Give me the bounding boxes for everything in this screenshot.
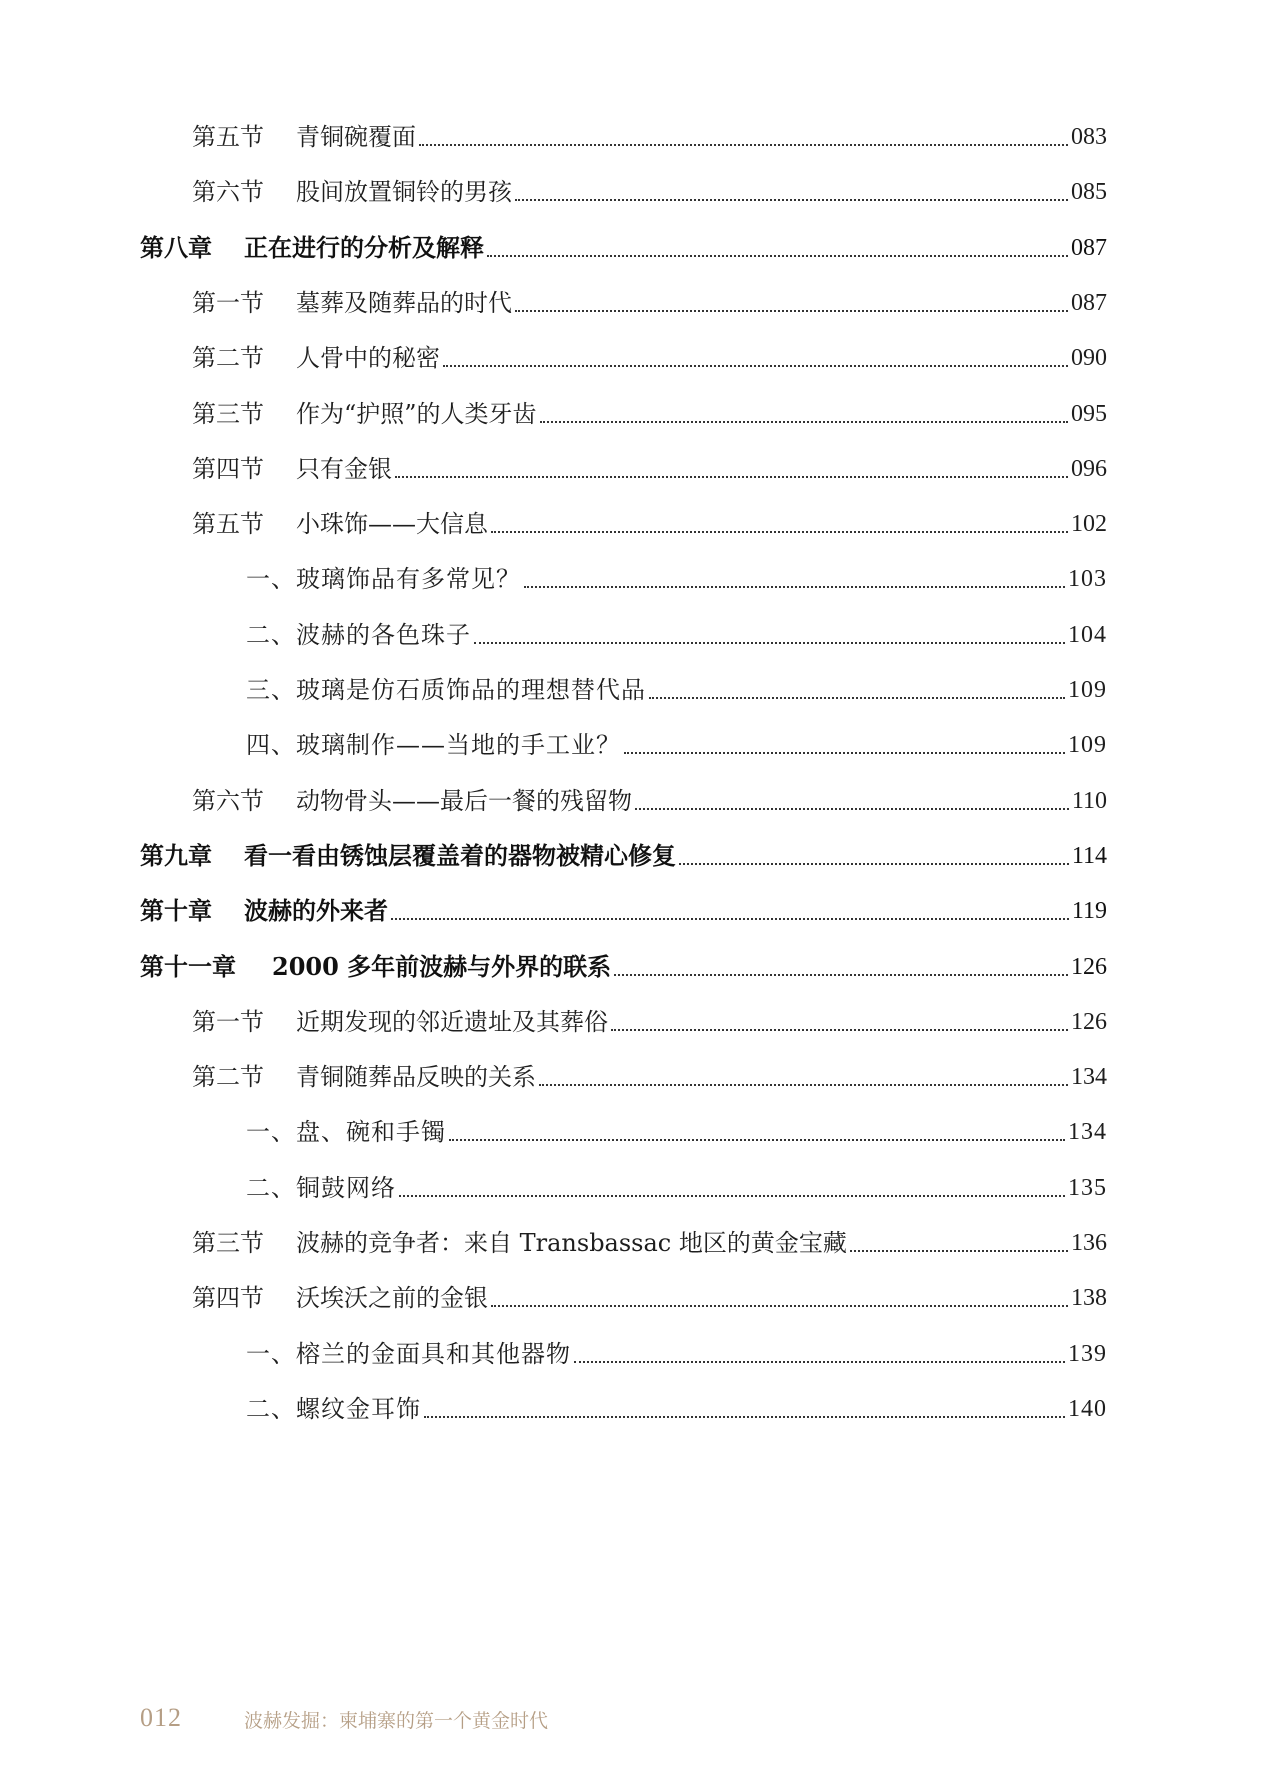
toc-section-entry (192, 499, 1107, 539)
toc-subsection-entry (246, 1329, 1107, 1369)
entry-text: 沃埃沃之前的金银 (296, 1284, 488, 1313)
entry-label: 第三节 (192, 1229, 264, 1258)
dot-leader (649, 697, 1065, 699)
entry-page-number: 103 (1068, 566, 1107, 593)
toc-section-entry (192, 1052, 1107, 1092)
entry-text: 看一看由锈蚀层覆盖着的器物被精心修复 (244, 841, 676, 871)
toc-subsection-entry (246, 610, 1107, 650)
entry-title (246, 1174, 396, 1203)
entry-label: 第二节 (192, 1063, 264, 1092)
dot-leader (850, 1250, 1068, 1252)
entry-title (140, 842, 676, 871)
entry-title (140, 234, 484, 263)
entry-page-number: 087 (1071, 290, 1107, 317)
toc-chapter-entry (140, 886, 1107, 926)
entry-text: 波赫的竞争者：来自 Transbassac 地区的黄金宝藏 (296, 1229, 847, 1258)
dot-leader (524, 586, 1065, 588)
entry-title (246, 1395, 421, 1424)
entry-text: 一、盘、碗和手镯 (246, 1118, 446, 1147)
entry-page-number: 110 (1071, 788, 1107, 815)
dot-leader (574, 1361, 1065, 1363)
toc-section-entry (192, 112, 1107, 152)
dot-leader (391, 918, 1069, 920)
dot-leader (399, 1195, 1065, 1197)
entry-text: 股间放置铜铃的男孩 (296, 178, 512, 207)
entry-page-number: 102 (1071, 511, 1107, 538)
entry-title (192, 510, 488, 539)
toc-section-entry (192, 444, 1107, 484)
toc-chapter-entry (140, 942, 1107, 982)
dot-leader (491, 531, 1068, 533)
entry-text: 人骨中的秘密 (296, 344, 440, 373)
toc-subsection-entry (246, 665, 1107, 705)
entry-title (246, 565, 521, 594)
entry-label: 第六节 (192, 787, 264, 816)
entry-text: 青铜随葬品反映的关系 (296, 1063, 536, 1092)
dot-leader (395, 476, 1068, 478)
toc-section-entry (192, 1218, 1107, 1258)
entry-text: 正在进行的分析及解释 (244, 233, 484, 263)
entry-page-number: 134 (1071, 1064, 1107, 1091)
entry-title (192, 400, 537, 429)
entry-page-number: 126 (1071, 954, 1107, 981)
entry-title (246, 621, 471, 650)
entry-text: 青铜碗覆面 (296, 123, 416, 152)
entry-title (192, 455, 392, 484)
entry-label: 第六节 (192, 178, 264, 207)
entry-text: 作为“护照”的人类牙齿 (296, 400, 537, 429)
toc-section-entry (192, 333, 1107, 373)
entry-page-number: 083 (1071, 124, 1107, 151)
entry-text: 二、波赫的各色珠子 (246, 621, 471, 650)
entry-page-number: 104 (1068, 622, 1107, 649)
entry-title (192, 178, 512, 207)
entry-title (140, 953, 611, 982)
entry-page-number: 135 (1068, 1175, 1107, 1202)
entry-page-number: 085 (1071, 179, 1107, 206)
entry-text: 只有金银 (296, 455, 392, 484)
dot-leader (443, 365, 1068, 367)
entry-label: 第八章 (140, 233, 212, 263)
toc-section-entry (192, 997, 1107, 1037)
entry-label: 第十一章 (140, 952, 236, 982)
entry-title (192, 1229, 847, 1258)
entry-text: 三、玻璃是仿石质饰品的理想替代品 (246, 676, 646, 705)
entry-label: 第九章 (140, 841, 212, 871)
entry-text: 一、玻璃饰品有多常见？ (246, 565, 521, 594)
toc-subsection-entry (246, 554, 1107, 594)
entry-title (246, 676, 646, 705)
entry-page-number: 087 (1071, 235, 1107, 262)
dot-leader (611, 1029, 1068, 1031)
entry-text: 四、玻璃制作——当地的手工业？ (246, 731, 621, 760)
entry-label: 第二节 (192, 344, 264, 373)
toc-section-entry (192, 1273, 1107, 1313)
entry-label: 第五节 (192, 510, 264, 539)
entry-text: 小珠饰——大信息 (296, 510, 488, 539)
dot-leader (419, 144, 1068, 146)
dot-leader (424, 1416, 1065, 1418)
dot-leader (614, 974, 1068, 976)
entry-label: 第五节 (192, 123, 264, 152)
entry-page-number: 138 (1071, 1285, 1107, 1312)
entry-label: 第十章 (140, 896, 212, 926)
entry-page-number: 109 (1068, 732, 1107, 759)
dot-leader (539, 1084, 1068, 1086)
entry-text: 二、铜鼓网络 (246, 1174, 396, 1203)
entry-title (246, 1340, 571, 1369)
entry-title (192, 1063, 536, 1092)
entry-text: 2000 多年前波赫与外界的联系 (272, 952, 612, 982)
dot-leader (624, 752, 1065, 754)
entry-page-number: 090 (1071, 345, 1107, 372)
entry-page-number: 140 (1068, 1396, 1107, 1423)
entry-label: 第一节 (192, 1008, 264, 1037)
dot-leader (540, 421, 1068, 423)
dot-leader (635, 808, 1069, 810)
entry-title (246, 1118, 446, 1147)
entry-text: 墓葬及随葬品的时代 (296, 289, 512, 318)
entry-page-number: 095 (1071, 401, 1107, 428)
page-footer (140, 1693, 548, 1733)
toc-subsection-entry (246, 720, 1107, 760)
running-title: 波赫发掘：柬埔寨的第一个黄金时代 (244, 1710, 549, 1732)
entry-page-number: 119 (1071, 898, 1107, 925)
entry-page-number: 109 (1068, 677, 1107, 704)
toc-section-entry (192, 776, 1107, 816)
entry-text: 动物骨头——最后一餐的残留物 (296, 787, 632, 816)
entry-label: 第一节 (192, 289, 264, 318)
toc-subsection-entry (246, 1163, 1107, 1203)
entry-text: 一、榕兰的金面具和其他器物 (246, 1340, 571, 1369)
toc-subsection-entry (246, 1107, 1107, 1147)
entry-text: 近期发现的邻近遗址及其葬俗 (296, 1008, 608, 1037)
dot-leader (474, 642, 1065, 644)
entry-title (192, 344, 440, 373)
toc-section-entry (192, 389, 1107, 429)
entry-text: 波赫的外来者 (244, 896, 388, 926)
toc-subsection-entry (246, 1384, 1107, 1424)
toc-section-entry (192, 278, 1107, 318)
entry-label: 第三节 (192, 400, 264, 429)
entry-title (192, 289, 512, 318)
entry-title (192, 1284, 488, 1313)
entry-title (246, 731, 621, 760)
dot-leader (515, 310, 1068, 312)
entry-title (192, 1008, 608, 1037)
dot-leader (449, 1139, 1065, 1141)
dot-leader (487, 255, 1068, 257)
entry-title (140, 897, 388, 926)
entry-page-number: 139 (1068, 1341, 1107, 1368)
entry-label: 第四节 (192, 455, 264, 484)
entry-page-number: 114 (1071, 843, 1107, 870)
entry-title (192, 787, 632, 816)
dot-leader (491, 1305, 1068, 1307)
dot-leader (679, 863, 1069, 865)
entry-text: 二、螺纹金耳饰 (246, 1395, 421, 1424)
toc-section-entry (192, 167, 1107, 207)
entry-title (192, 123, 416, 152)
entry-label: 第四节 (192, 1284, 264, 1313)
entry-page-number: 134 (1068, 1119, 1107, 1146)
dot-leader (515, 199, 1068, 201)
toc-chapter-entry (140, 223, 1107, 263)
entry-page-number: 126 (1071, 1009, 1107, 1036)
toc-chapter-entry (140, 831, 1107, 871)
page-number: 012 (140, 1703, 182, 1732)
entry-page-number: 136 (1071, 1230, 1107, 1257)
entry-page-number: 096 (1071, 456, 1107, 483)
